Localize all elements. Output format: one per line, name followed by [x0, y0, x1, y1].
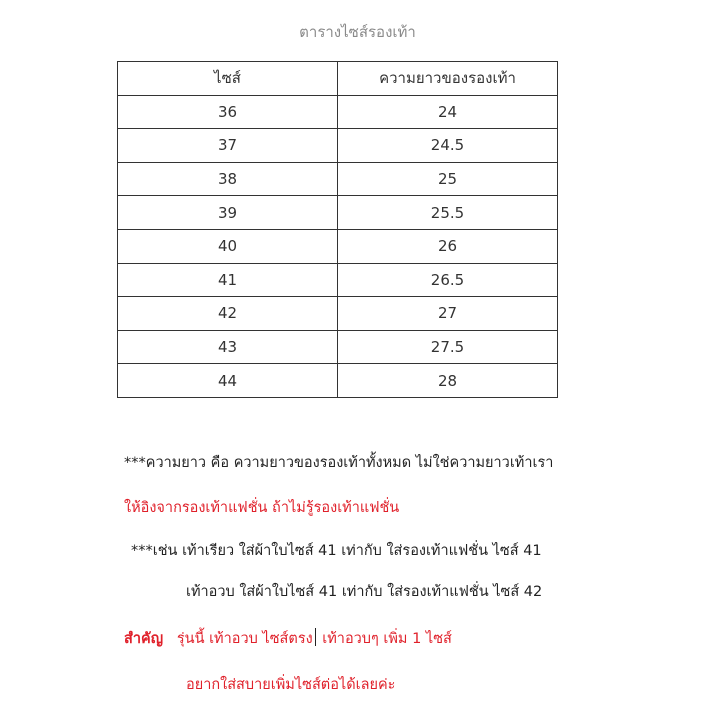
size-cell: 37: [118, 129, 338, 163]
length-cell: 27: [338, 297, 558, 331]
table-row: [118, 297, 558, 331]
size-cell: 44: [118, 364, 338, 398]
important-text-a: รุ่นนี้ เท้าอวบ ไซส์ตรง: [176, 631, 313, 647]
size-cell: 43: [118, 330, 338, 364]
length-cell: 27.5: [338, 330, 558, 364]
important-label: สำคัญ: [124, 631, 164, 647]
size-cell: 39: [118, 196, 338, 230]
size-cell: 40: [118, 229, 338, 263]
table-header-row: [118, 62, 558, 96]
note-example-wide: เท้าอวบ ใส่ผ้าใบไซส์ 41 เท่ากับ ใส่รองเท้าแฟชั่น ไซส์ 42: [186, 584, 543, 600]
note-example-slim: ***เช่น เท้าเรียว ใส่ผ้าใบไซส์ 41 เท่ากับ ใส่รองเท้าแฟชั่น ไซส์ 41: [131, 543, 542, 559]
note-comfort: อยากใส่สบายเพิ่มไซส์ต่อได้เลยค่ะ: [186, 677, 396, 693]
length-cell: 28: [338, 364, 558, 398]
table-row: [118, 364, 558, 398]
important-text-b: เท้าอวบๆ เพิ่ม 1 ไซส์: [322, 631, 452, 647]
size-cell: 38: [118, 162, 338, 196]
table-row: [118, 129, 558, 163]
note-fashion-reference: ให้อิงจากรองเท้าแฟชั่น ถ้าไม่รู้รองเท้าแฟชั่น: [124, 500, 400, 516]
note-length-definition: ***ความยาว คือ ความยาวของรองเท้าทั้งหมด ไม่ใช่ความยาวเท้าเรา: [124, 455, 554, 471]
size-table: [117, 61, 558, 398]
size-cell: 36: [118, 95, 338, 129]
length-cell: 25: [338, 162, 558, 196]
table-row: [118, 196, 558, 230]
column-header-length: ความยาวของรองเท้า: [338, 62, 558, 96]
length-cell: 25.5: [338, 196, 558, 230]
length-cell: 26: [338, 229, 558, 263]
text-cursor: [315, 628, 316, 646]
table-row: [118, 162, 558, 196]
column-header-size: ไซส์: [118, 62, 338, 96]
size-cell: 42: [118, 297, 338, 331]
note-important: [124, 627, 452, 650]
length-cell: 24: [338, 95, 558, 129]
table-row: [118, 229, 558, 263]
size-cell: 41: [118, 263, 338, 297]
length-cell: 26.5: [338, 263, 558, 297]
page-title: ตารางไซส์รองเท้า: [299, 23, 416, 41]
table-row: [118, 263, 558, 297]
length-cell: 24.5: [338, 129, 558, 163]
table-row: [118, 330, 558, 364]
table-row: [118, 95, 558, 129]
